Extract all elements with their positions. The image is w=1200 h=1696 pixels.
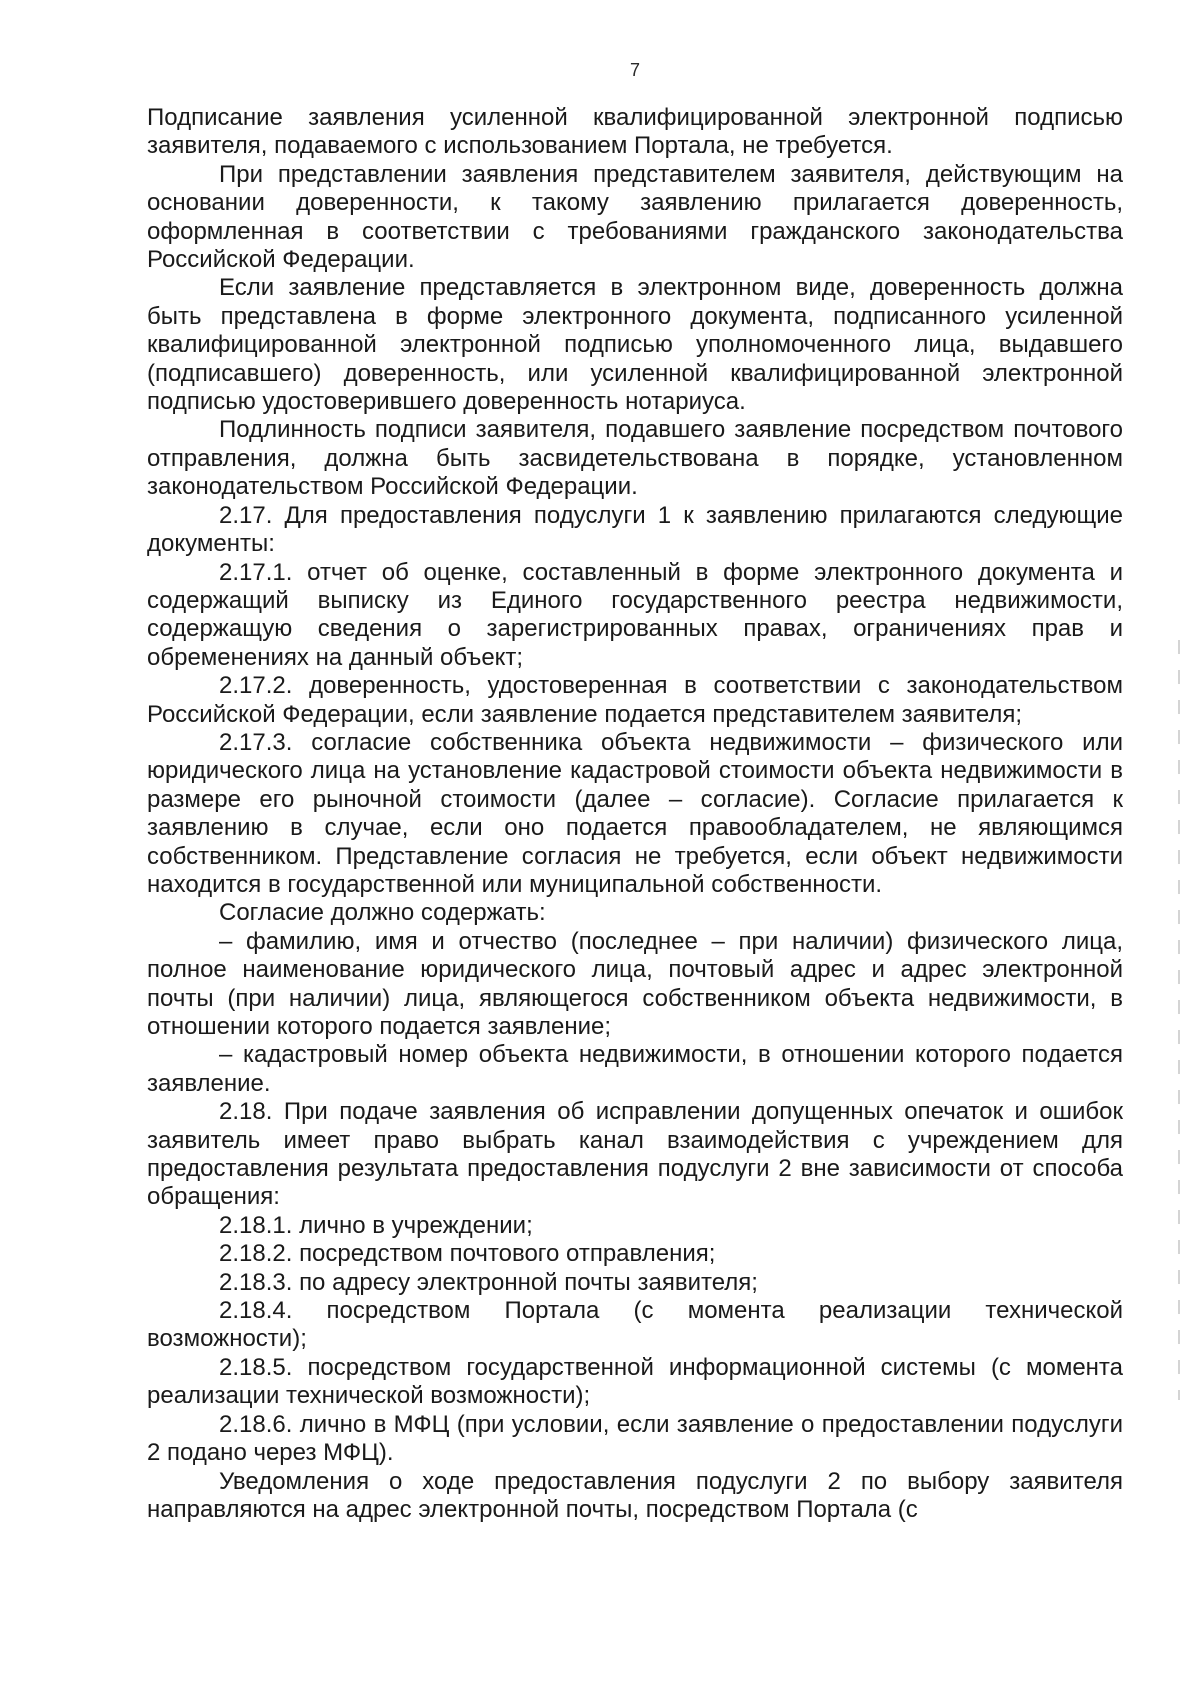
scan-edge-mark: [1178, 640, 1180, 1400]
clause-2-18-2: 2.18.2. посредством почтового отправления;: [219, 1240, 716, 1268]
section-2-17: 2.17. Для предоставления подуслуги 1 к заявлению прилагаются следующие документы:: [147, 501, 1123, 558]
paragraph: Уведомления о ходе предоставления подуслуги 2 по выбору заявителя направляются на адрес электронной почты, посредством Портала (с: [147, 1467, 1123, 1523]
section-2-18: 2.18. При подаче заявления об исправлении допущенных опечаток и ошибок заявитель имеет право выбрать канал взаимодействия с учреждением для предоставления результата предоставления подуслуги 2 вне зависимости от способа обращения:: [147, 1098, 1123, 1211]
clause-2-18-5: 2.18.5. посредством государственной информационной системы (с момента реализации технической возможности);: [147, 1353, 1123, 1410]
paragraph: Подписание заявления усиленной квалифицированной электронной подписью заявителя, подаваемого с использованием Портала, не требуется.: [147, 104, 1123, 160]
clause-2-17-1: 2.17.1. отчет об оценке, составленный в форме электронного документа и содержащий выписку из Единого государственного реестра недвижимости, содержащую сведения о зарегистрированных правах, ограничениях прав и обременениях на данный объект;: [147, 558, 1123, 671]
paragraph: Если заявление представляется в электронном виде, доверенность должна быть представлена в форме электронного документа, подписанного усиленной квалифицированной электронной подписью уполномоченного лица, выдавшего (подписавшего) доверенность, или усиленной квалифицированной электронной подписью удостоверившего доверенность нотариуса.: [147, 274, 1123, 416]
clause-2-17-2: 2.17.2. доверенность, удостоверенная в соответствии с законодательством Российской Федерации, если заявление подается представителем заявителя;: [147, 672, 1123, 728]
list-item: – кадастровый номер объекта недвижимости, в отношении которого подается заявление.: [147, 1041, 1123, 1097]
clause-2-18-6: 2.18.6. лично в МФЦ (при условии, если заявление о предоставлении подуслуги 2 подано через МФЦ).: [147, 1410, 1123, 1467]
page-number: 7: [629, 60, 640, 80]
clause-2-18-4: 2.18.4. посредством Портала (с момента реализации технической возможности);: [147, 1297, 1123, 1353]
clause-2-17-3: 2.17.3. согласие собственника объекта недвижимости – физического или юридического лица на установление кадастровой стоимости объекта недвижимости в размере его рыночной стоимости (далее – согласие). Согласие прилагается к заявлению в случае, если оно подается правообладателем, не являющимся собственником. Представление согласия не требуется, если объект недвижимости находится в государственной или муниципальной собственности.: [147, 728, 1123, 898]
document-body: [147, 104, 1123, 1524]
paragraph: При представлении заявления представителем заявителя, действующим на основании доверенности, к такому заявлению прилагается доверенность, оформленная в соответствии с требованиями гражданского законодательства Российской Федерации.: [147, 160, 1123, 274]
paragraph: Подлинность подписи заявителя, подавшего заявление посредством почтового отправления, должна быть засвидетельствована в порядке, установленном законодательством Российской Федерации.: [147, 416, 1123, 501]
paragraph: Согласие должно содержать:: [219, 899, 546, 927]
clause-2-18-3: 2.18.3. по адресу электронной почты заявителя;: [219, 1268, 758, 1296]
list-item: – фамилию, имя и отчество (последнее – при наличии) физического лица, полное наименование юридического лица, почтовый адрес и адрес электронной почты (при наличии) лица, являющегося собственником объекта недвижимости, в отношении которого подается заявление;: [147, 927, 1123, 1040]
clause-2-18-1: 2.18.1. лично в учреждении;: [219, 1211, 533, 1239]
